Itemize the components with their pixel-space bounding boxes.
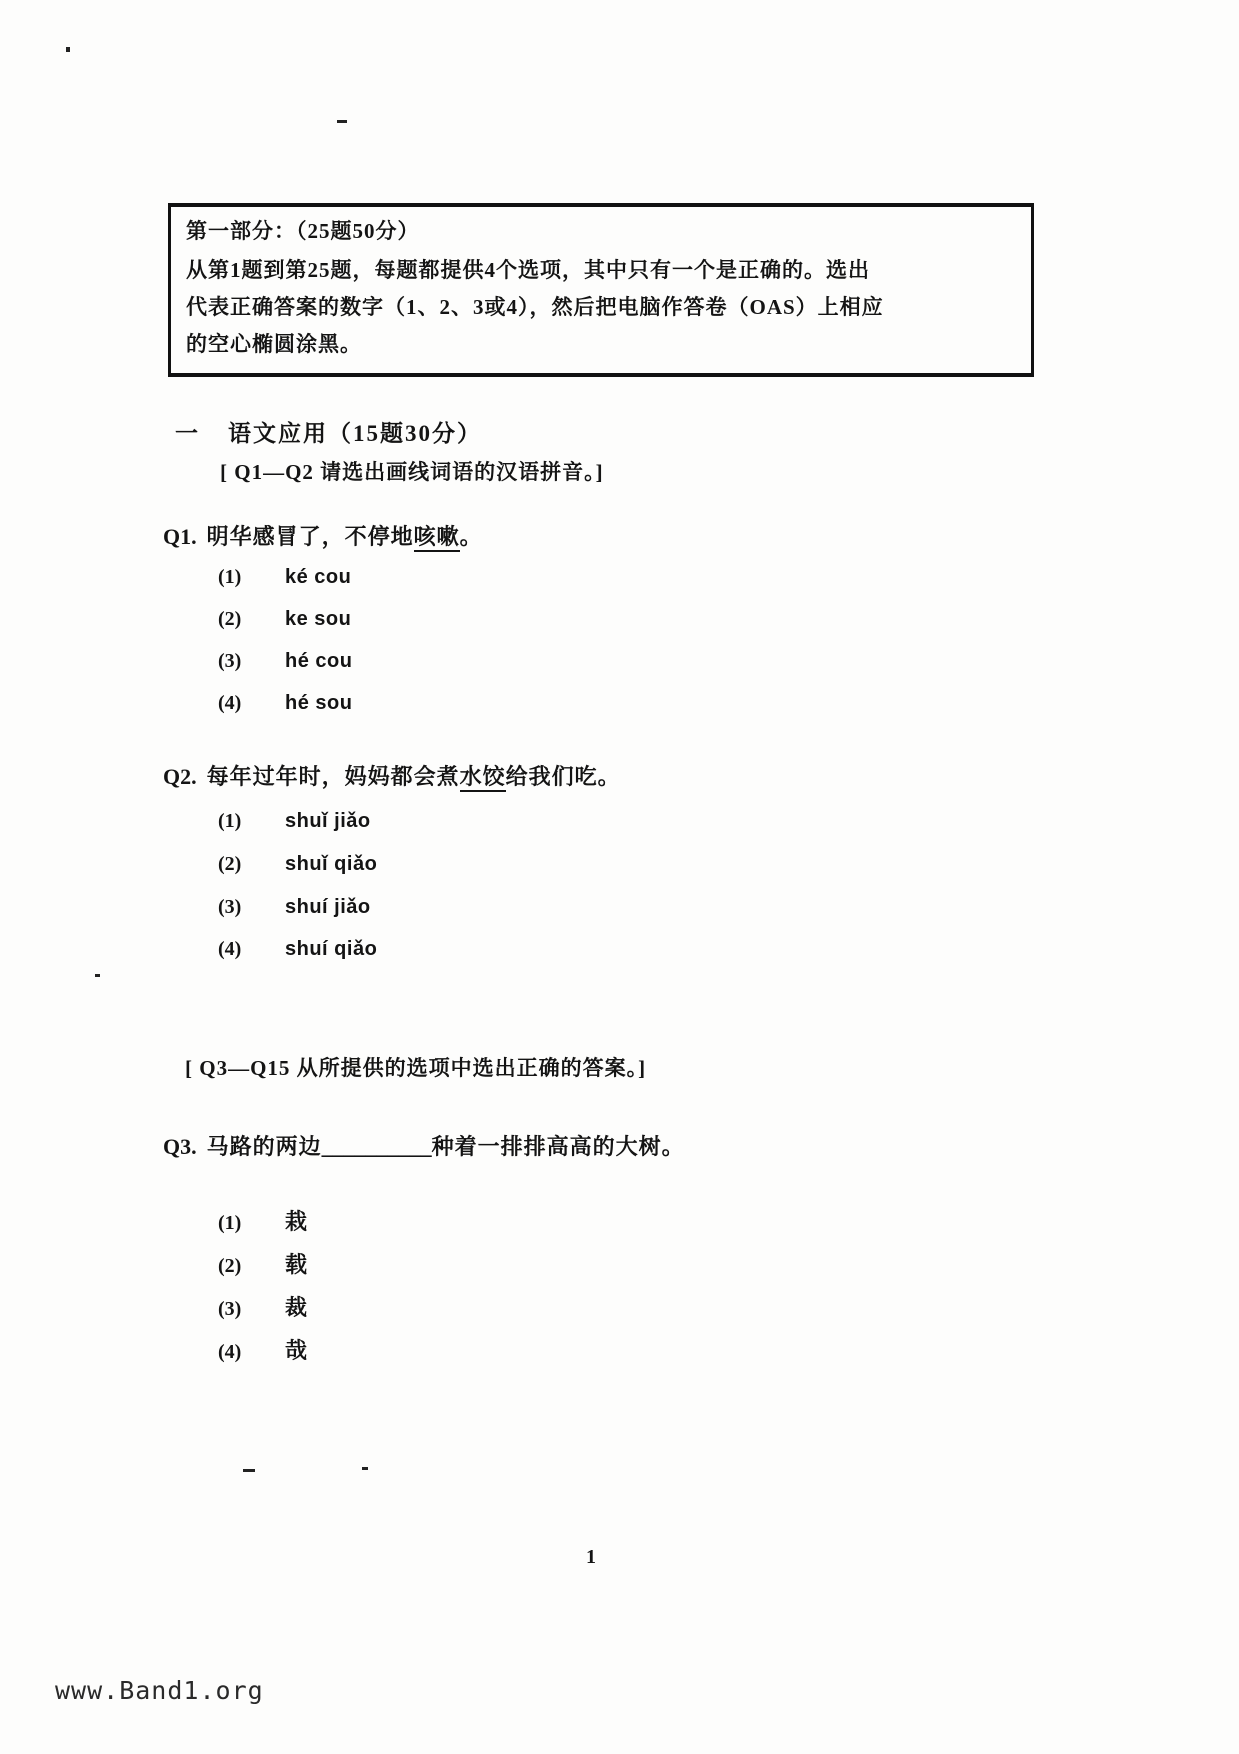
scan-speck xyxy=(337,120,347,123)
question-text: 每年过年时，妈妈都会煮 xyxy=(206,764,460,789)
section-marker: 一 xyxy=(175,421,200,446)
option-number: (2) xyxy=(218,853,242,875)
option-row xyxy=(218,1248,307,1279)
option-row xyxy=(218,1205,307,1236)
instruction-line: 代表正确答案的数字（1、2、3或4），然后把电脑作答卷（OAS）上相应 xyxy=(186,295,884,319)
question-q1 xyxy=(163,520,483,551)
question-text: 明华感冒了，不停地 xyxy=(206,524,414,549)
question-id: Q1. xyxy=(163,524,197,549)
option-text: 裁 xyxy=(285,1295,308,1320)
option-number: (3) xyxy=(218,896,242,918)
option-number: (2) xyxy=(218,608,242,630)
option-number: (1) xyxy=(218,810,242,832)
underlined-term: 水饺 xyxy=(460,764,506,792)
footer-site-url: www.Band1.org xyxy=(55,1676,264,1705)
option-text: hé cou xyxy=(285,650,353,672)
underlined-term: 咳嗽 xyxy=(414,524,460,552)
option-number: (1) xyxy=(218,566,242,588)
instruction-line: 从第1题到第25题，每题都提供4个选项，其中只有一个是正确的。选出 xyxy=(186,258,870,282)
option-text: 栽 xyxy=(285,1209,308,1234)
option-row xyxy=(218,896,371,919)
option-number: (2) xyxy=(218,1255,242,1277)
scan-speck xyxy=(66,47,70,52)
question-id: Q2. xyxy=(163,764,197,789)
question-text: 。 xyxy=(459,524,483,549)
option-text: shuǐ qiǎo xyxy=(285,853,378,875)
option-row xyxy=(218,566,351,589)
option-row xyxy=(218,608,351,631)
section-heading xyxy=(175,415,482,448)
scan-speck xyxy=(95,974,100,977)
option-row xyxy=(218,1334,307,1365)
option-row xyxy=(218,692,352,715)
option-row xyxy=(218,650,352,673)
part-title: 第一部分：（25题50分） xyxy=(186,219,420,243)
sub-instruction-q1-q2: [ Q1—Q2 请选出画线词语的汉语拼音。] xyxy=(220,460,604,484)
sub-instruction-q3-q15: [ Q3—Q15 从所提供的选项中选出正确的答案。] xyxy=(185,1056,647,1080)
question-text: 给我们吃。 xyxy=(505,764,621,789)
instruction-box xyxy=(168,203,1034,377)
option-number: (4) xyxy=(218,1341,242,1363)
scan-speck xyxy=(243,1469,255,1472)
option-row xyxy=(218,1291,307,1322)
option-row xyxy=(218,853,377,876)
option-text: shuǐ jiǎo xyxy=(285,810,371,832)
option-text: ké cou xyxy=(285,566,352,588)
question-q2 xyxy=(163,760,621,791)
option-text: shuí jiǎo xyxy=(285,896,371,918)
question-text: 马路的两边 xyxy=(206,1134,322,1159)
option-text: 哉 xyxy=(285,1338,308,1363)
option-row xyxy=(218,810,371,833)
option-number: (4) xyxy=(218,938,242,960)
option-text: shuí qiǎo xyxy=(285,938,378,960)
question-text: 种着一排排高高的大树。 xyxy=(431,1134,685,1159)
question-id: Q3. xyxy=(163,1134,197,1159)
page-number: 1 xyxy=(586,1546,596,1568)
option-number: (4) xyxy=(218,692,242,714)
question-q3 xyxy=(163,1130,685,1161)
blank-line: __________ xyxy=(321,1134,432,1159)
option-number: (3) xyxy=(218,650,242,672)
option-row xyxy=(218,938,377,961)
option-text: ke sou xyxy=(285,608,352,630)
instruction-line: 的空心椭圆涂黑。 xyxy=(186,332,362,356)
section-title: 语文应用（15题30分） xyxy=(228,421,482,446)
option-number: (1) xyxy=(218,1212,242,1234)
scan-speck xyxy=(362,1467,368,1470)
option-number: (3) xyxy=(218,1298,242,1320)
option-text: 载 xyxy=(285,1252,308,1277)
option-text: hé sou xyxy=(285,692,353,714)
